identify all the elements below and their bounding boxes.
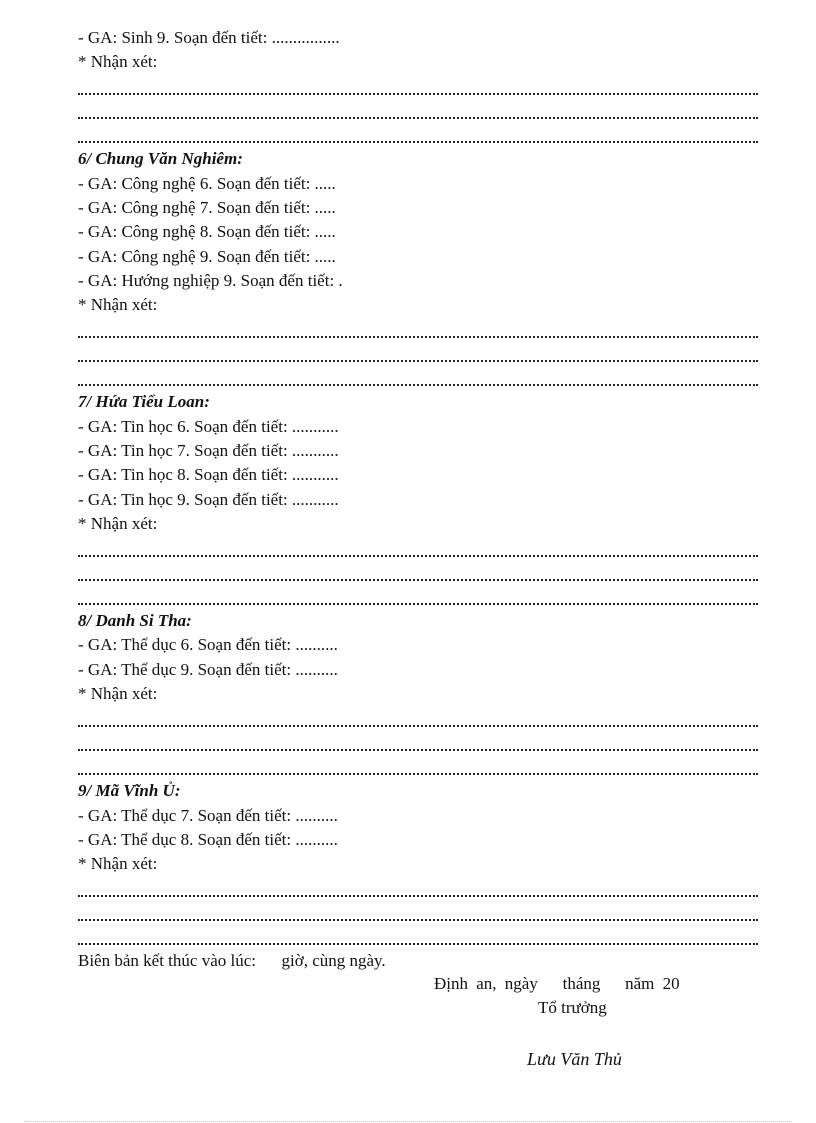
item-line: - GA: Thể dục 6. Soạn đến tiết: .......... — [78, 635, 338, 655]
end-note: Biên bản kết thúc vào lúc: giờ, cùng ngày. — [78, 951, 386, 971]
comment-blank-line — [78, 876, 758, 900]
comment-blank-line — [78, 755, 758, 779]
comment-blank-line — [78, 366, 758, 390]
comment-label: * Nhận xét: — [78, 295, 158, 315]
comment-blank-line — [78, 901, 758, 925]
comment-label: * Nhận xét: — [78, 684, 158, 704]
item-line: - GA: Thể dục 7. Soạn đến tiết: .......... — [78, 805, 338, 825]
section-heading: 9/ Mã Vĩnh Ủ: — [78, 781, 181, 801]
comment-label: * Nhận xét: — [78, 854, 158, 874]
comment-blank-line — [78, 706, 758, 730]
comment-blank-line — [78, 342, 758, 366]
item-line: - GA: Công nghệ 8. Soạn đến tiết: ..... — [78, 222, 336, 242]
comment-label: * Nhận xét: — [78, 513, 158, 533]
item-line: - GA: Sinh 9. Soạn đến tiết: ................ — [78, 28, 340, 47]
comment-blank-line — [78, 585, 758, 609]
item-line: - GA: Tin học 8. Soạn đến tiết: ........... — [78, 465, 339, 485]
item-line: - GA: Hướng nghiệp 9. Soạn đến tiết: . — [78, 270, 343, 290]
comment-blank-line — [78, 318, 758, 342]
section-heading: 8/ Danh Si Tha: — [78, 611, 192, 631]
comment-blank-line — [78, 536, 758, 560]
place-date: Định an, ngày tháng năm 20 — [434, 974, 680, 993]
comment-label: * Nhận xét: — [78, 52, 158, 72]
comment-blank-line — [78, 75, 758, 99]
signer-role: Tổ trưởng — [538, 998, 607, 1017]
document-body — [78, 26, 758, 974]
item-line: - GA: Công nghệ 7. Soạn đến tiết: ..... — [78, 198, 336, 218]
comment-blank-line — [78, 731, 758, 755]
comment-blank-line — [78, 561, 758, 585]
page-bottom-rule — [24, 1121, 792, 1122]
comment-blank-line — [78, 99, 758, 123]
comment-blank-line — [78, 123, 758, 147]
comment-blank-line — [78, 925, 758, 949]
item-line: - GA: Thể dục 9. Soạn đến tiết: .......... — [78, 659, 338, 679]
item-line: - GA: Công nghệ 6. Soạn đến tiết: ..... — [78, 173, 336, 193]
section-heading: 6/ Chung Văn Nghiêm: — [78, 149, 243, 169]
item-line: - GA: Tin học 6. Soạn đến tiết: ........... — [78, 416, 339, 436]
signer-name: Lưu Văn Thủ — [527, 1049, 622, 1069]
item-line: - GA: Công nghệ 9. Soạn đến tiết: ..... — [78, 246, 336, 266]
section-heading: 7/ Hứa Tiểu Loan: — [78, 392, 210, 412]
item-line: - GA: Tin học 7. Soạn đến tiết: ........... — [78, 441, 339, 461]
item-line: - GA: Thể dục 8. Soạn đến tiết: .......... — [78, 829, 338, 849]
item-line: - GA: Tin học 9. Soạn đến tiết: ........... — [78, 489, 339, 509]
